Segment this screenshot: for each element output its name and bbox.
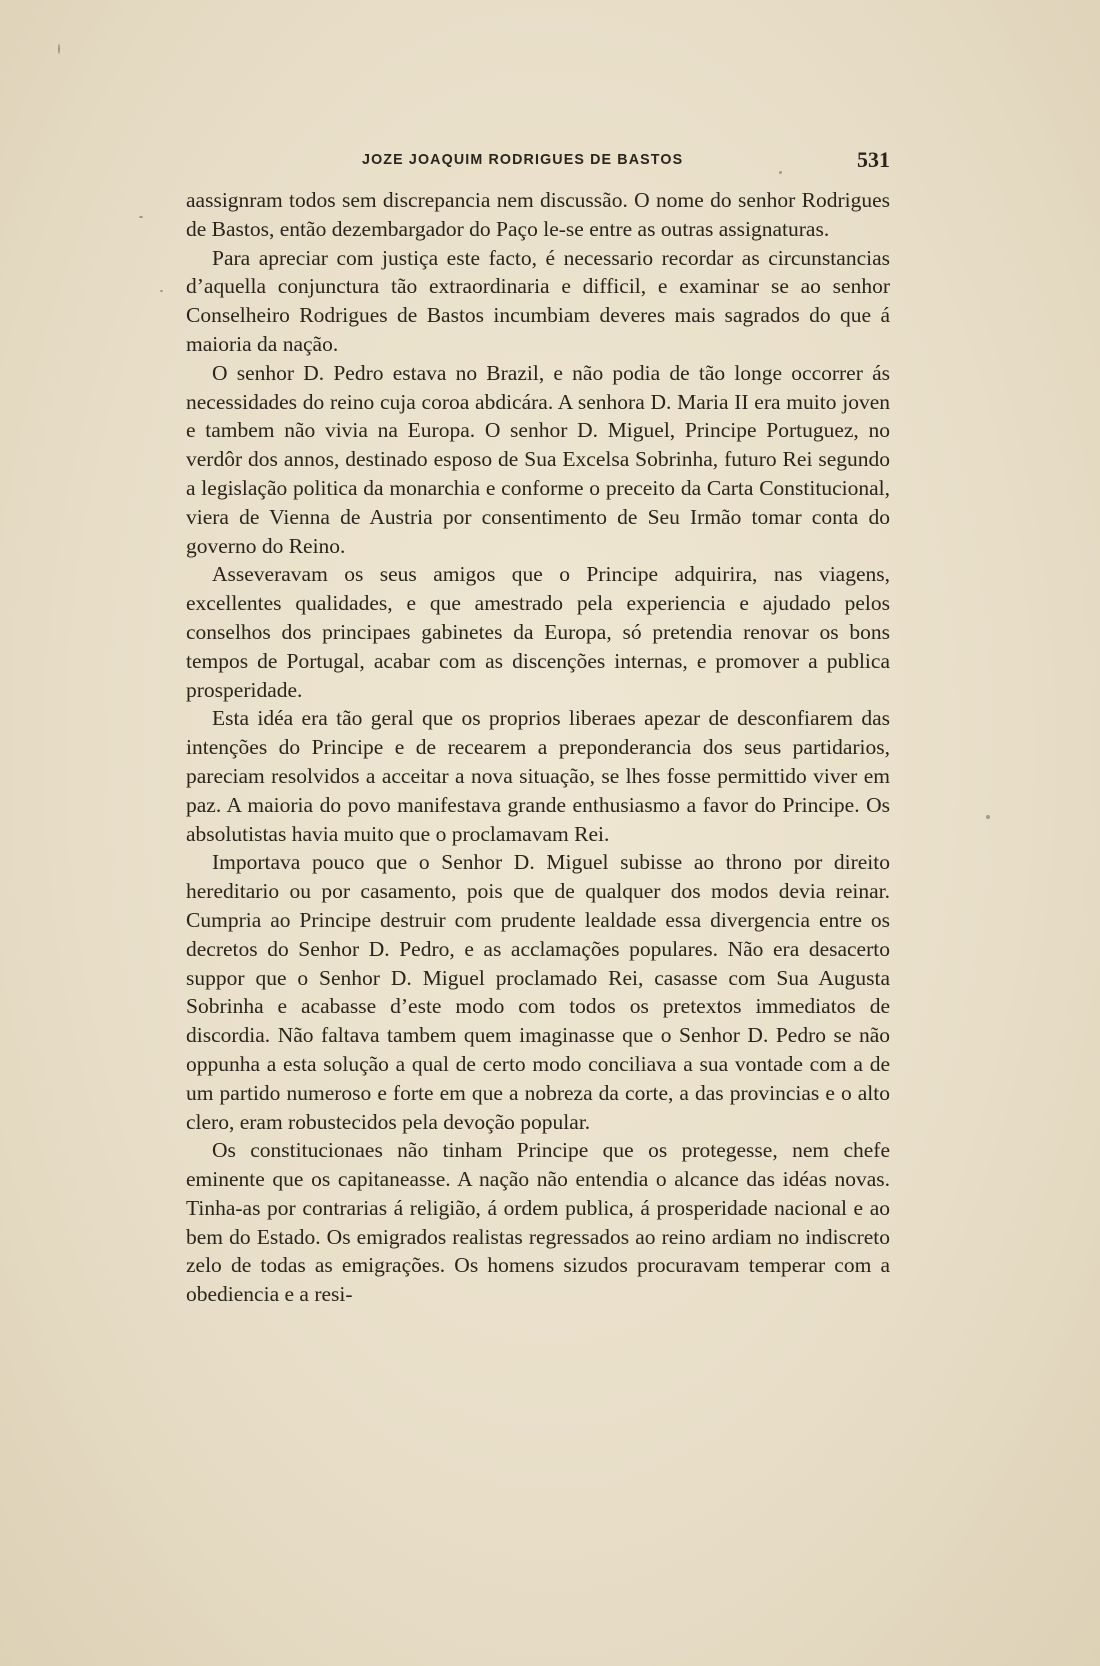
paragraph: Esta idéa era tão geral que os proprios liberaes apezar de desconfiarem das intenções do Principe e de recearem a preponderancia dos seus partidarios, pareciam resolvidos a acceitar a nova situação, se lhes fosse permittido viver em paz. A maioria do povo manifestava grande enthusiasmo a favor do Principe. Os absolutistas havia muito que o proclamavam Rei.: [186, 706, 890, 846]
paper-speck: [779, 171, 782, 174]
paragraph: aassignram todos sem discrepancia nem discussão. O nome do senhor Rodrigues de Bastos, então dezembargador do Paço le-se entre as outras assignaturas.: [186, 188, 890, 241]
paragraph: Para apreciar com justiça este facto, é necessario recordar as circunstancias d’aquella conjunctura tão extraordinaria e difficil, e examinar se ao senhor Conselheiro Rodrigues de Bastos incumbiam deveres mais sagrados do que á maioria da nação.: [186, 245, 890, 356]
running-title: JOZE JOAQUIM RODRIGUES DE BASTOS: [362, 151, 684, 168]
paper-speck: [58, 44, 60, 54]
page-number: 531: [857, 147, 890, 172]
page-header: [186, 147, 890, 175]
paper-speck: [160, 290, 163, 292]
paper-speck: [139, 216, 143, 218]
body-text: [186, 186, 890, 1309]
paragraph: Asseveravam os seus amigos que o Principe adquirira, nas viagens, excellentes qualidades, e que amestrado pela experiencia e ajudado pelos conselhos dos principaes gabinetes da Europa, só pretendia renovar os bons tempos de Portugal, acabar com as discenções internas, e promover a publica prosperidade.: [186, 562, 890, 702]
paper-speck: [986, 815, 990, 819]
paragraph: Importava pouco que o Senhor D. Miguel subisse ao throno por direito hereditario ou por casamento, pois que de qualquer dos modos devia reinar. Cumpria ao Principe destruir com prudente lealdade essa divergencia entre os decretos do Senhor D. Pedro, e as acclamações populares. Não era desacerto suppor que o Senhor D. Miguel proclamado Rei, casasse com Sua Augusta Sobrinha e acabasse d’este modo com todos os pretextos immediatos de discordia. Não faltava tambem quem imaginasse que o Senhor D. Pedro se não oppunha a esta solução a qual de certo modo conciliava a sua vontade com a de um partido numeroso e forte em que a nobreza da corte, a das provincias e o alto clero, eram robustecidos pela devoção popular.: [186, 850, 890, 1134]
paragraph: Os constitucionaes não tinham Principe que os protegesse, nem chefe eminente que os capitaneasse. A nação não entendia o alcance das idéas novas. Tinha-as por contrarias á religião, á ordem publica, á prosperidade nacional e ao bem do Estado. Os emigrados realistas regressados ao reino ardiam no indiscreto zelo de todas as emigrações. Os homens sizudos procuravam temperar com a obediencia e a resi-: [186, 1138, 890, 1307]
paragraph: O senhor D. Pedro estava no Brazil, e não podia de tão longe occorrer ás necessidades do reino cuja coroa abdicára. A senhora D. Maria II era muito joven e tambem não vivia na Europa. O senhor D. Miguel, Principe Portuguez, no verdôr dos annos, destinado esposo de Sua Excelsa Sobrinha, futuro Rei segundo a legislação politica da monarchia e conforme o preceito da Carta Constitucional, viera de Vienna de Austria por consentimento de Seu Irmão tomar conta do governo do Reino.: [186, 360, 890, 558]
